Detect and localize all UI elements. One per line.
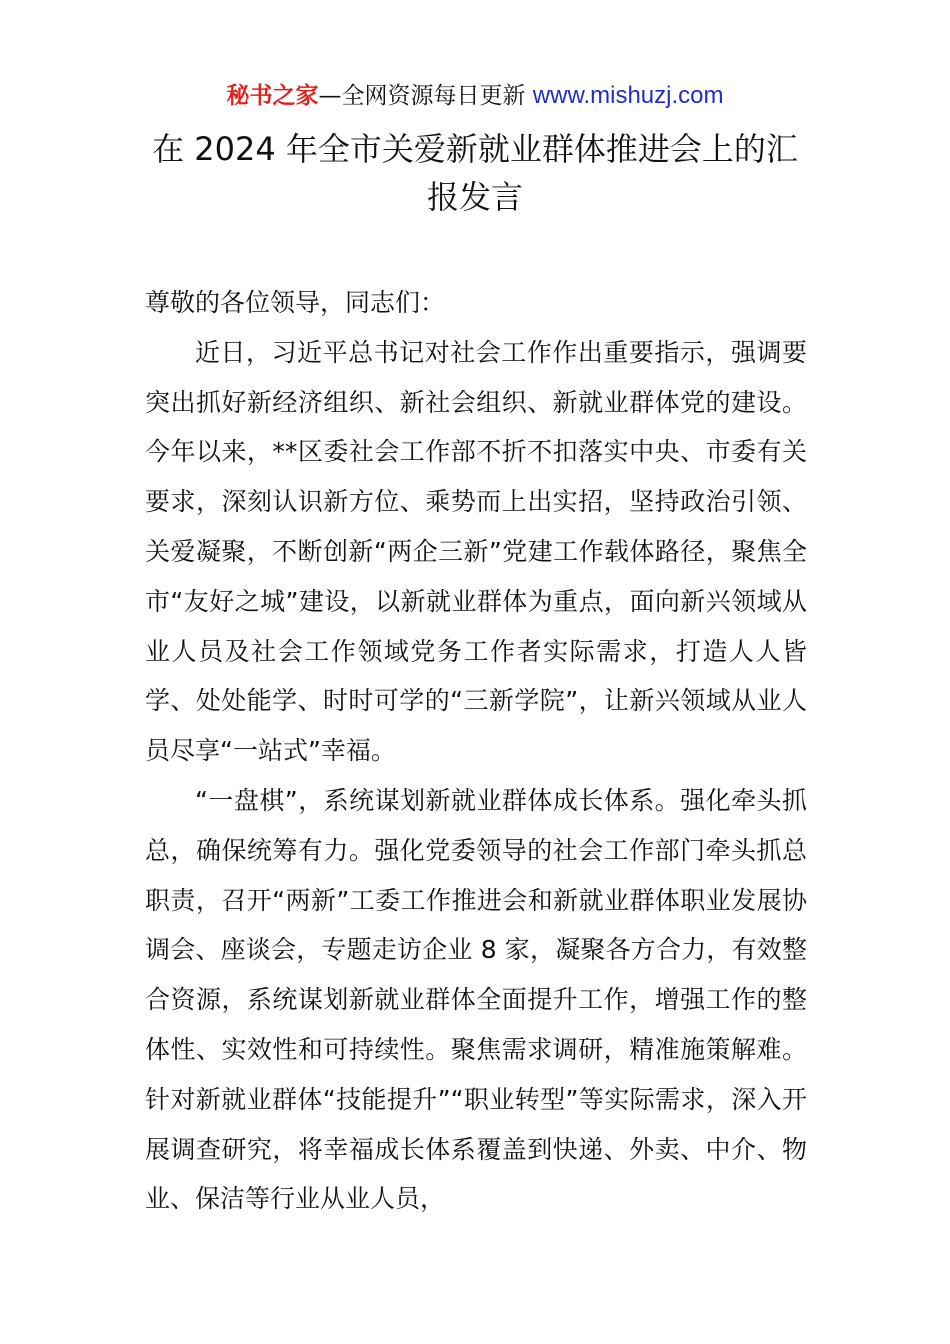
document-title: 在 2024 年全市关爱新就业群体推进会上的汇报发言 — [152, 130, 798, 216]
salutation: 尊敬的各位领导，同志们： — [145, 288, 446, 317]
body-paragraph: “一盘棋”，系统谋划新就业群体成长体系。强化牵头抓总，确保统筹有力。强化党委领导的社会工作部门牵头抓总职责，召开“两新”工委工作推进会和新就业群体职业发展协调会、座谈会，专题走访企业 8 家，凝聚各方合力，有效整合资源，系统谋划新就业群体全面提升工作，增强工作的整体性、实效性和可持续性。聚焦需求调研，精准施策解难。针对新就业群体“技能提升”“职业转型”等实际需求，深入开展调查研究，将幸福成长体系覆盖到快递、外卖、中介、物业、保洁等行业从业人员， — [145, 785, 807, 1214]
header-tagline: —全网资源每日更新 — [318, 83, 526, 109]
document-body — [145, 278, 807, 1224]
site-header — [0, 80, 950, 112]
brand-name: 秘书之家 — [226, 83, 319, 109]
site-url-link[interactable]: www.mishuzj.com — [532, 82, 724, 109]
body-paragraph: 近日，习近平总书记对社会工作作出重要指示，强调要突出抓好新经济组织、新社会组织、新就业群体党的建设。今年以来，**区委社会工作部不折不扣落实中央、市委有关要求，深刻认识新方位、乘势而上出实招，坚持政治引领、关爱凝聚，不断创新“两企三新”党建工作载体路径，聚焦全市“友好之城”建设，以新就业群体为重点，面向新兴领域从业人员及社会工作领域党务工作者实际需求，打造人人皆学、处处能学、时时可学的“三新学院”，让新兴领域从业人员尽享“一站式”幸福。 — [145, 337, 807, 766]
